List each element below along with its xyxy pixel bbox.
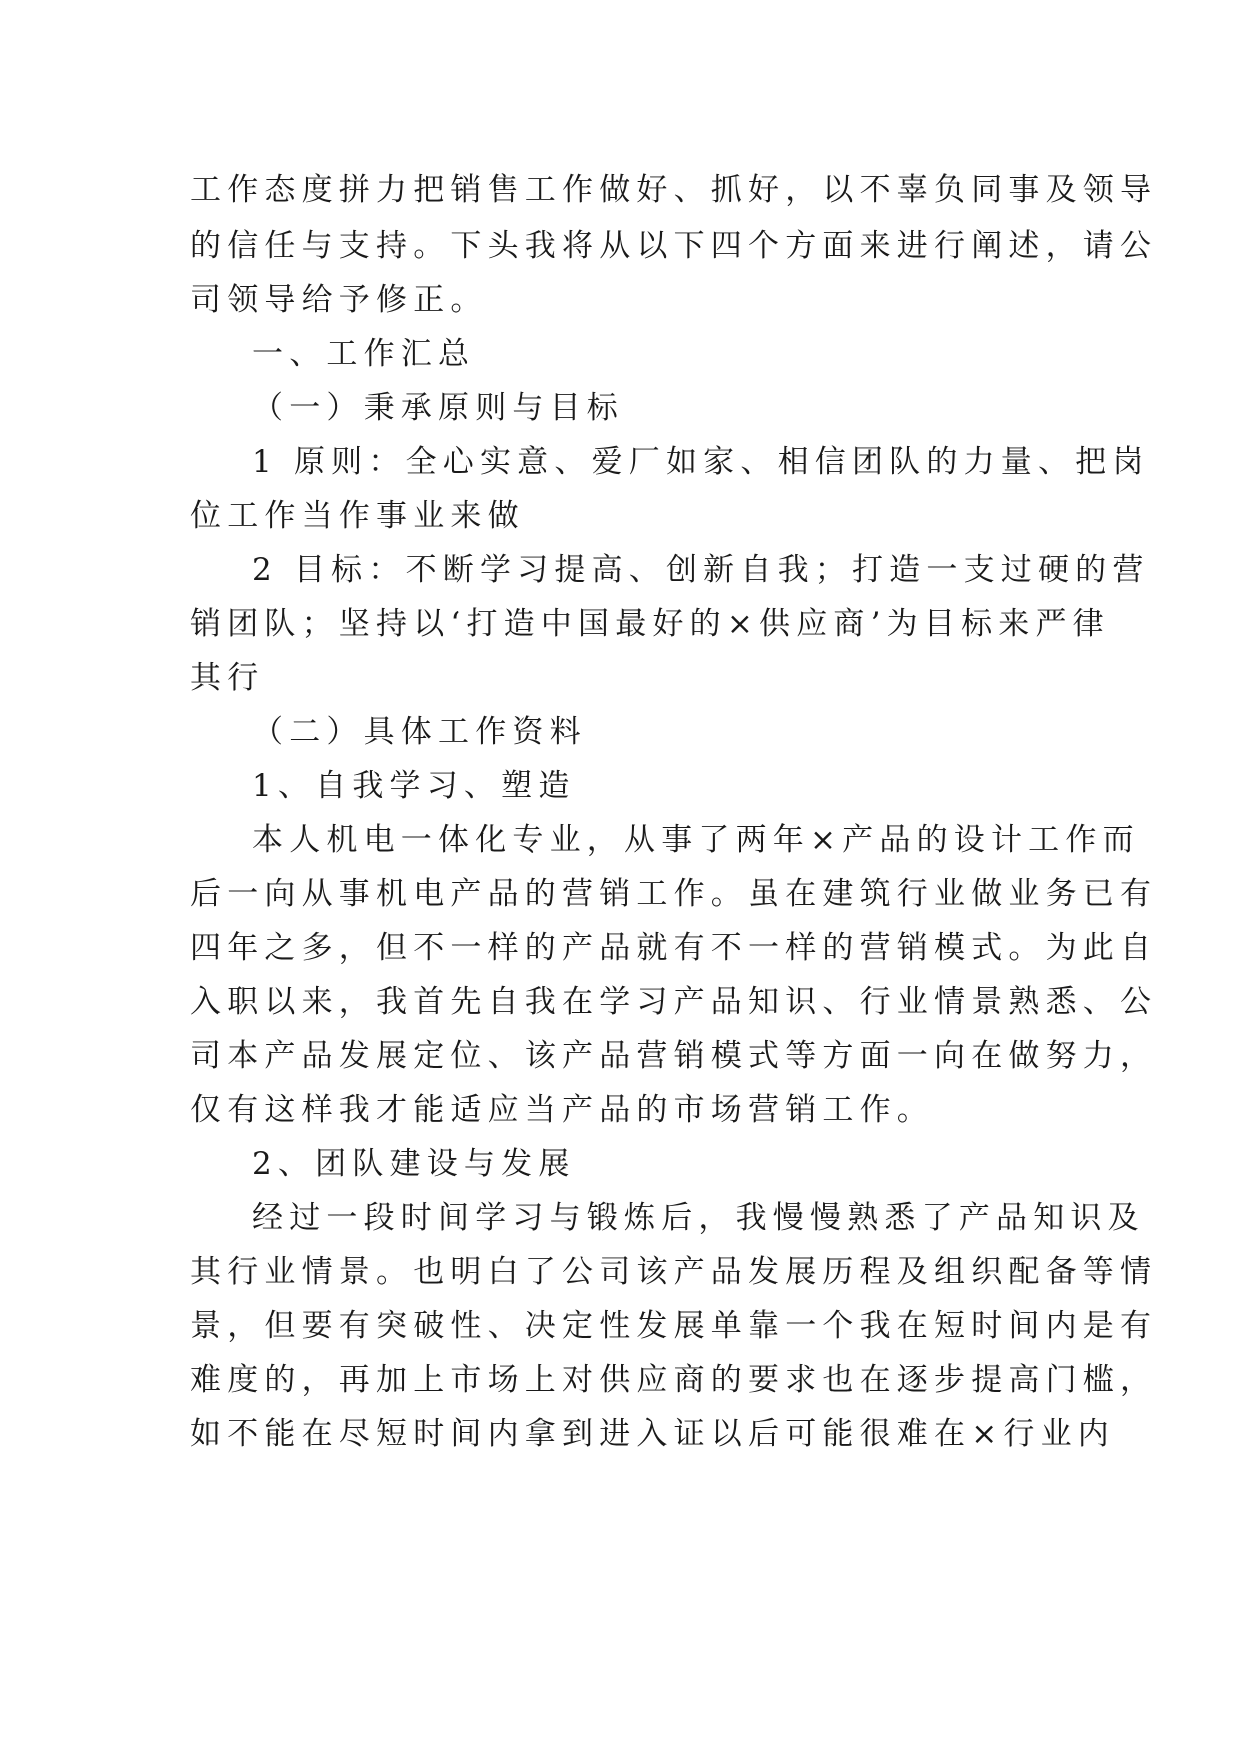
text-line-23: 难度的，再加上市场上对供应商的要求也在逐步提高门槛， [190, 1362, 1158, 1398]
text-line-principle: 1 原则：全心实意、爱厂如家、相信团队的力量、把岗 [252, 444, 1150, 480]
text-line-16: 入职以来，我首先自我在学习产品知识、行业情景熟悉、公 [190, 984, 1158, 1020]
text-line-18: 仅有这样我才能适应当产品的市场营销工作。 [190, 1092, 934, 1128]
text-line-21: 其行业情景。也明白了公司该产品发展历程及组织配备等情 [190, 1254, 1158, 1290]
subsection-heading-2: （二）具体工作资料 [252, 714, 587, 750]
text-line-7: 位工作当作事业来做 [190, 498, 525, 534]
item-heading-2: 2、团队建设与发展 [252, 1146, 576, 1182]
text-line-20: 经过一段时间学习与锻炼后，我慢慢熟悉了产品知识及 [252, 1200, 1145, 1236]
text-line-10: 其行 [190, 660, 265, 696]
text-line-13: 本人机电一体化专业，从事了两年×产品的设计工作而 [252, 822, 1140, 858]
text-line-1: 工作态度拼力把销售工作做好、抓好，以不辜负同事及领导 [190, 172, 1158, 208]
item-heading-1: 1、自我学习、塑造 [252, 768, 576, 804]
text-line-15: 四年之多，但不一样的产品就有不一样的营销模式。为此自 [190, 930, 1158, 966]
text-line-22: 景，但要有突破性、决定性发展单靠一个我在短时间内是有 [190, 1308, 1158, 1344]
text-line-24: 如不能在尽短时间内拿到进入证以后可能很难在×行业内 [190, 1416, 1115, 1452]
text-line-3: 司领导给予修正。 [190, 282, 488, 318]
subsection-heading-1: （一）秉承原则与目标 [252, 390, 624, 426]
text-line-14: 后一向从事机电产品的营销工作。虽在建筑行业做业务已有 [190, 876, 1158, 912]
text-line-17: 司本产品发展定位、该产品营销模式等方面一向在做努力， [190, 1038, 1158, 1074]
text-line-2: 的信任与支持。下头我将从以下四个方面来进行阐述，请公 [190, 228, 1158, 264]
section-heading-1: 一、工作汇总 [252, 336, 476, 372]
text-line-goal: 2 目标：不断学习提高、创新自我；打造一支过硬的营 [252, 552, 1150, 588]
text-line-9: 销团队；坚持以‘打造中国最好的×供应商’为目标来严律 [190, 606, 1110, 642]
